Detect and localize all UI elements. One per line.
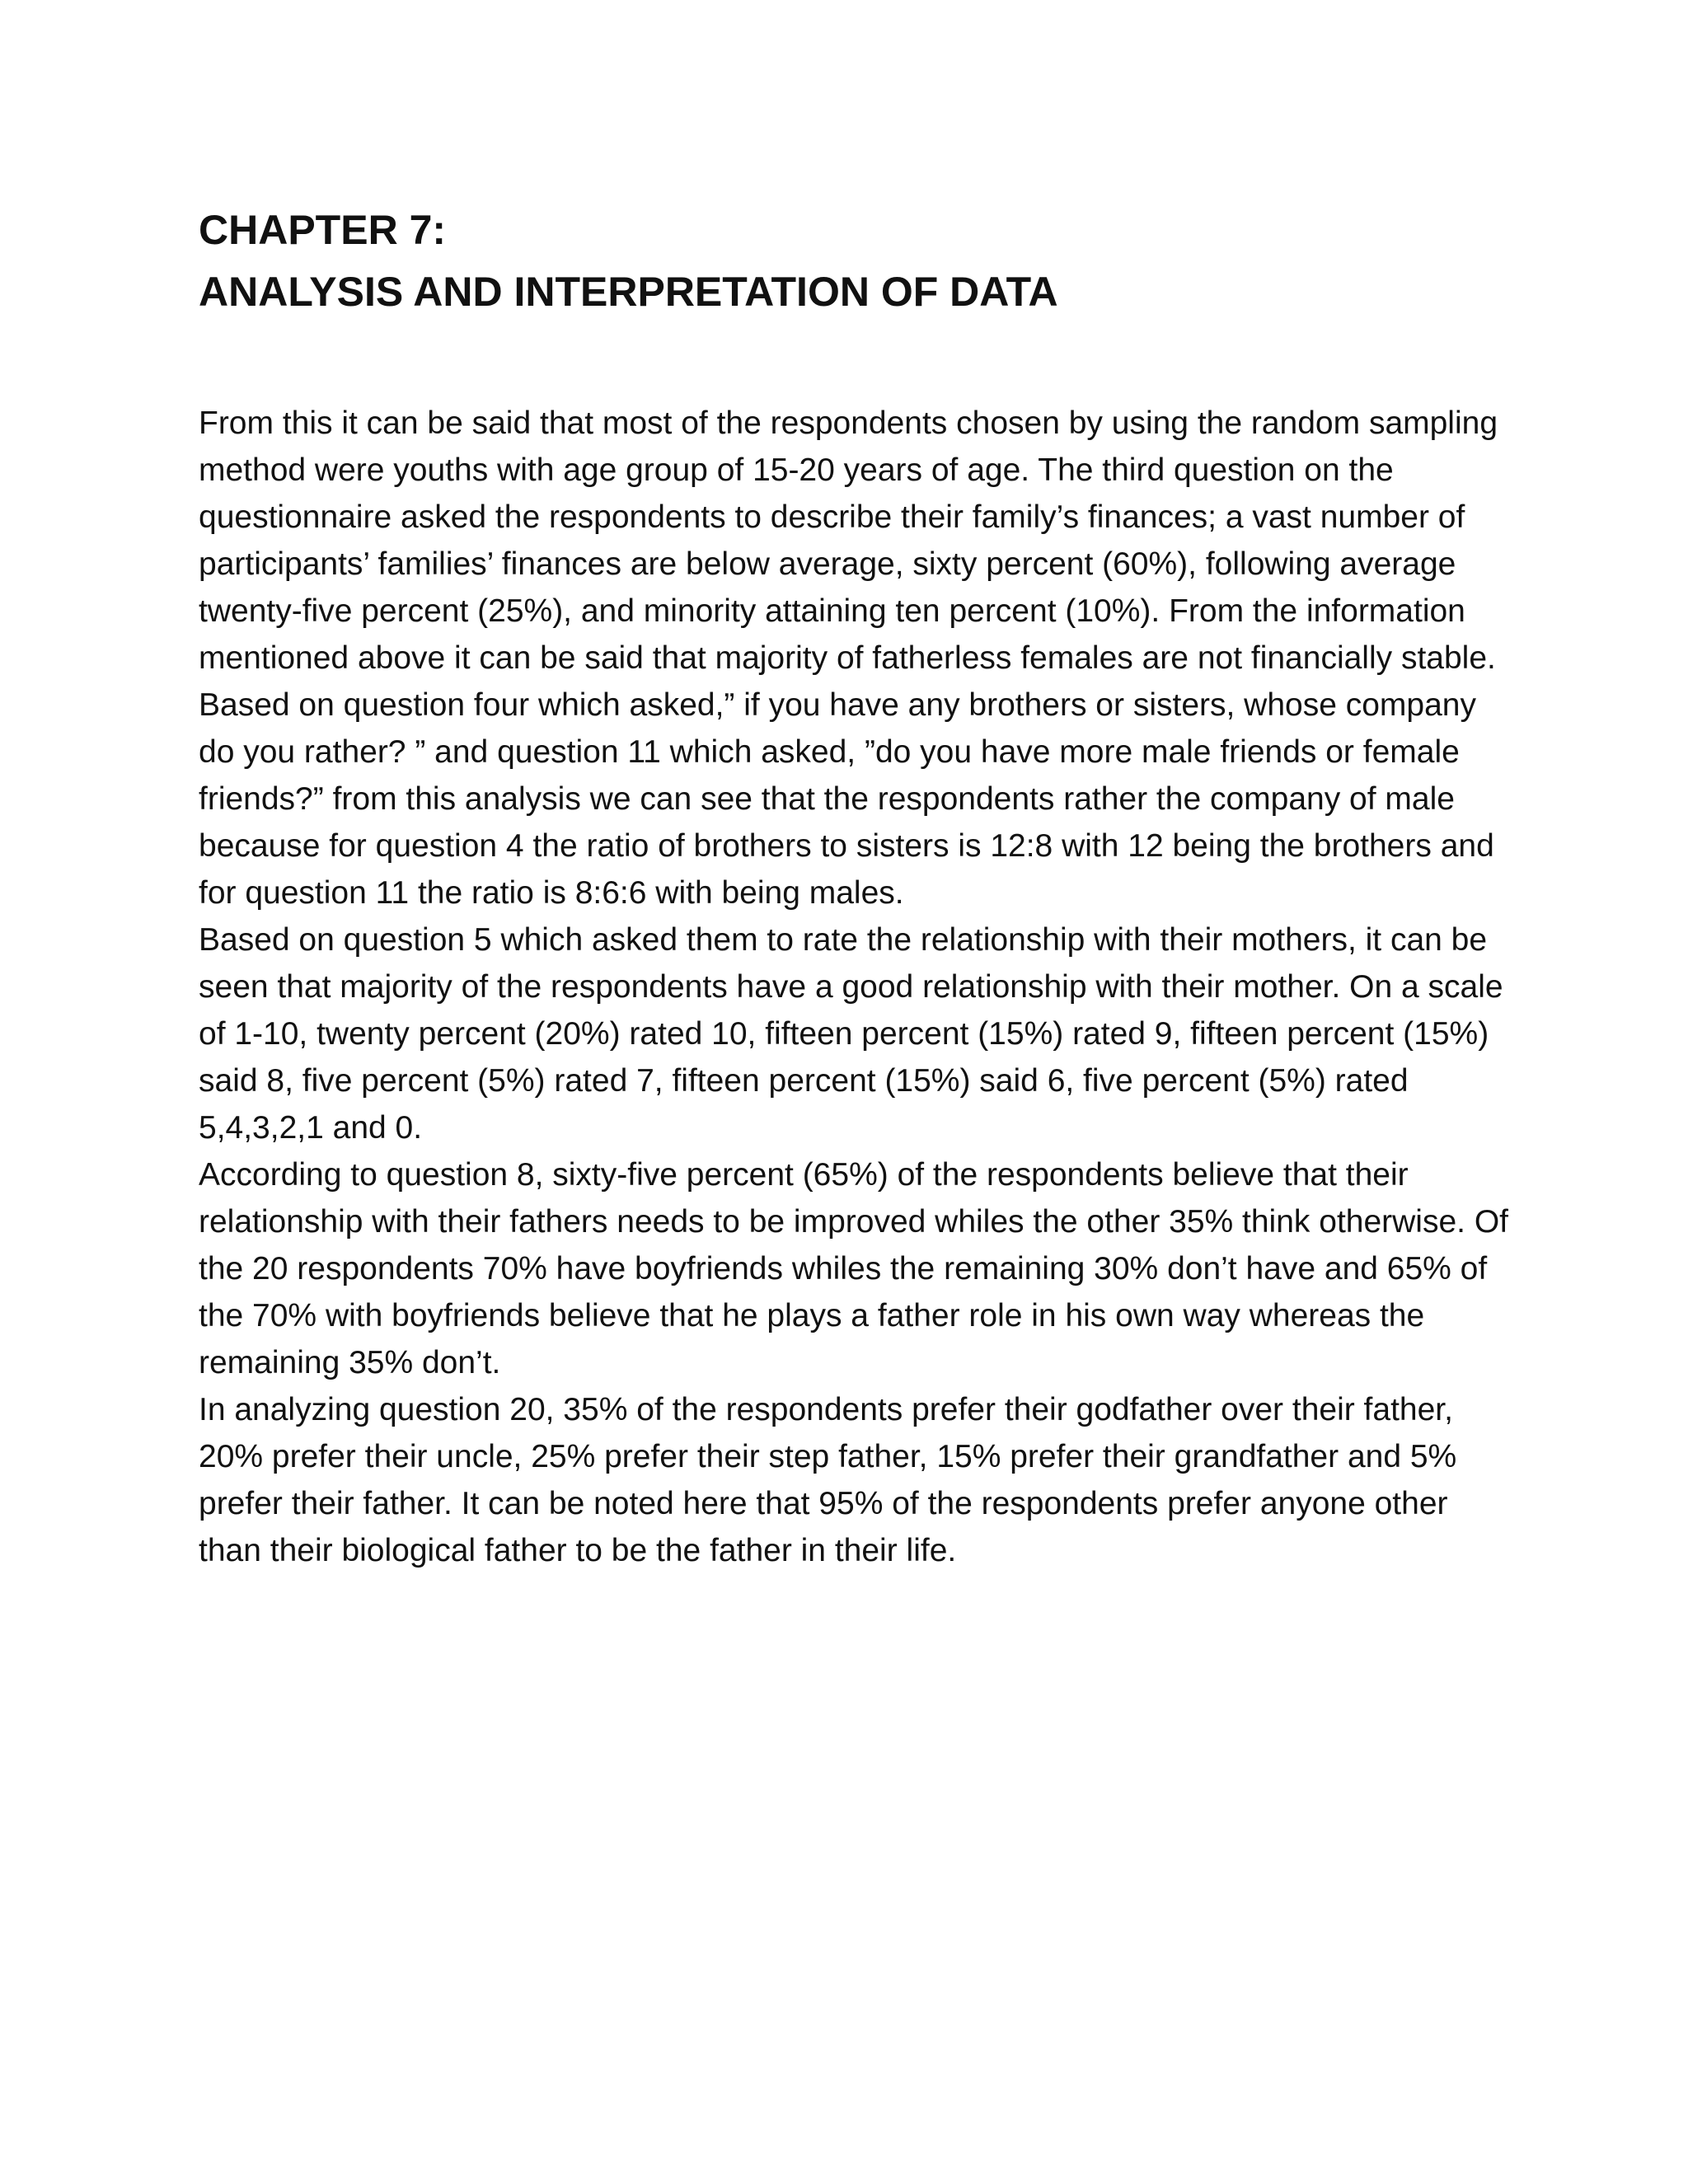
body-text xyxy=(199,400,1517,1574)
paragraph-father-figure: In analyzing question 20, 35% of the respondents prefer their godfather over their father, 20% prefer their uncle, 25% prefer their step father, 15% prefer their grandfather and 5% prefer their father. It can be noted here that 95% of the respondents prefer anyone other than their biological father to be the father in their life. xyxy=(199,1392,1457,1568)
paragraph-finances: From this it can be said that most of the respondents chosen by using the random sampling method were youths with age group of 15-20 years of age. The third question on the questionnaire asked the respondents to describe their family’s finances; a vast number of participants’ families’ finances are below average, sixty percent (60%), following average twenty-five percent (25%), and minority attaining ten percent (10%). From the information mentioned above it can be said that majority of fatherless females are not financially stable. xyxy=(199,405,1498,676)
chapter-title: ANALYSIS AND INTERPRETATION OF DATA xyxy=(199,269,1058,315)
paragraph-mother-relationship: Based on question 5 which asked them to rate the relationship with their mothers, it can be seen that majority of the respondents have a good relationship with their mother. On a scale of 1-10, twenty percent (20%) rated 10, fifteen percent (15%) rated 9, fifteen percent (15%) said 8, five percent (5%) rated 7, fifteen percent (15%) said 6, five percent (5%) rated 5,4,3,2,1 and 0. xyxy=(199,922,1503,1146)
chapter-heading xyxy=(199,199,1517,323)
paragraph-father-boyfriends: According to question 8, sixty-five percent (65%) of the respondents believe that their relationship with their fathers needs to be improved whiles the other 35% think otherwise. Of the 20 respondents 70% have boyfriends whiles the remaining 30% don’t have and 65% of the 70% with boyfriends believe that he plays a father role in his own way whereas the remaining 35% don’t. xyxy=(199,1157,1509,1380)
chapter-number: CHAPTER 7: xyxy=(199,207,447,253)
page-content xyxy=(199,199,1517,1574)
paragraph-siblings-friends: Based on question four which asked,” if you have any brothers or sisters, whose company do you rather? ” and question 11 which asked, ”do you have more male friends or female friends?” from this analysis we can see that the respondents rather the company of male because for question 4 the ratio of brothers to sisters is 12:8 with 12 being the brothers and for question 11 the ratio is 8:6:6 with being males. xyxy=(199,687,1494,911)
